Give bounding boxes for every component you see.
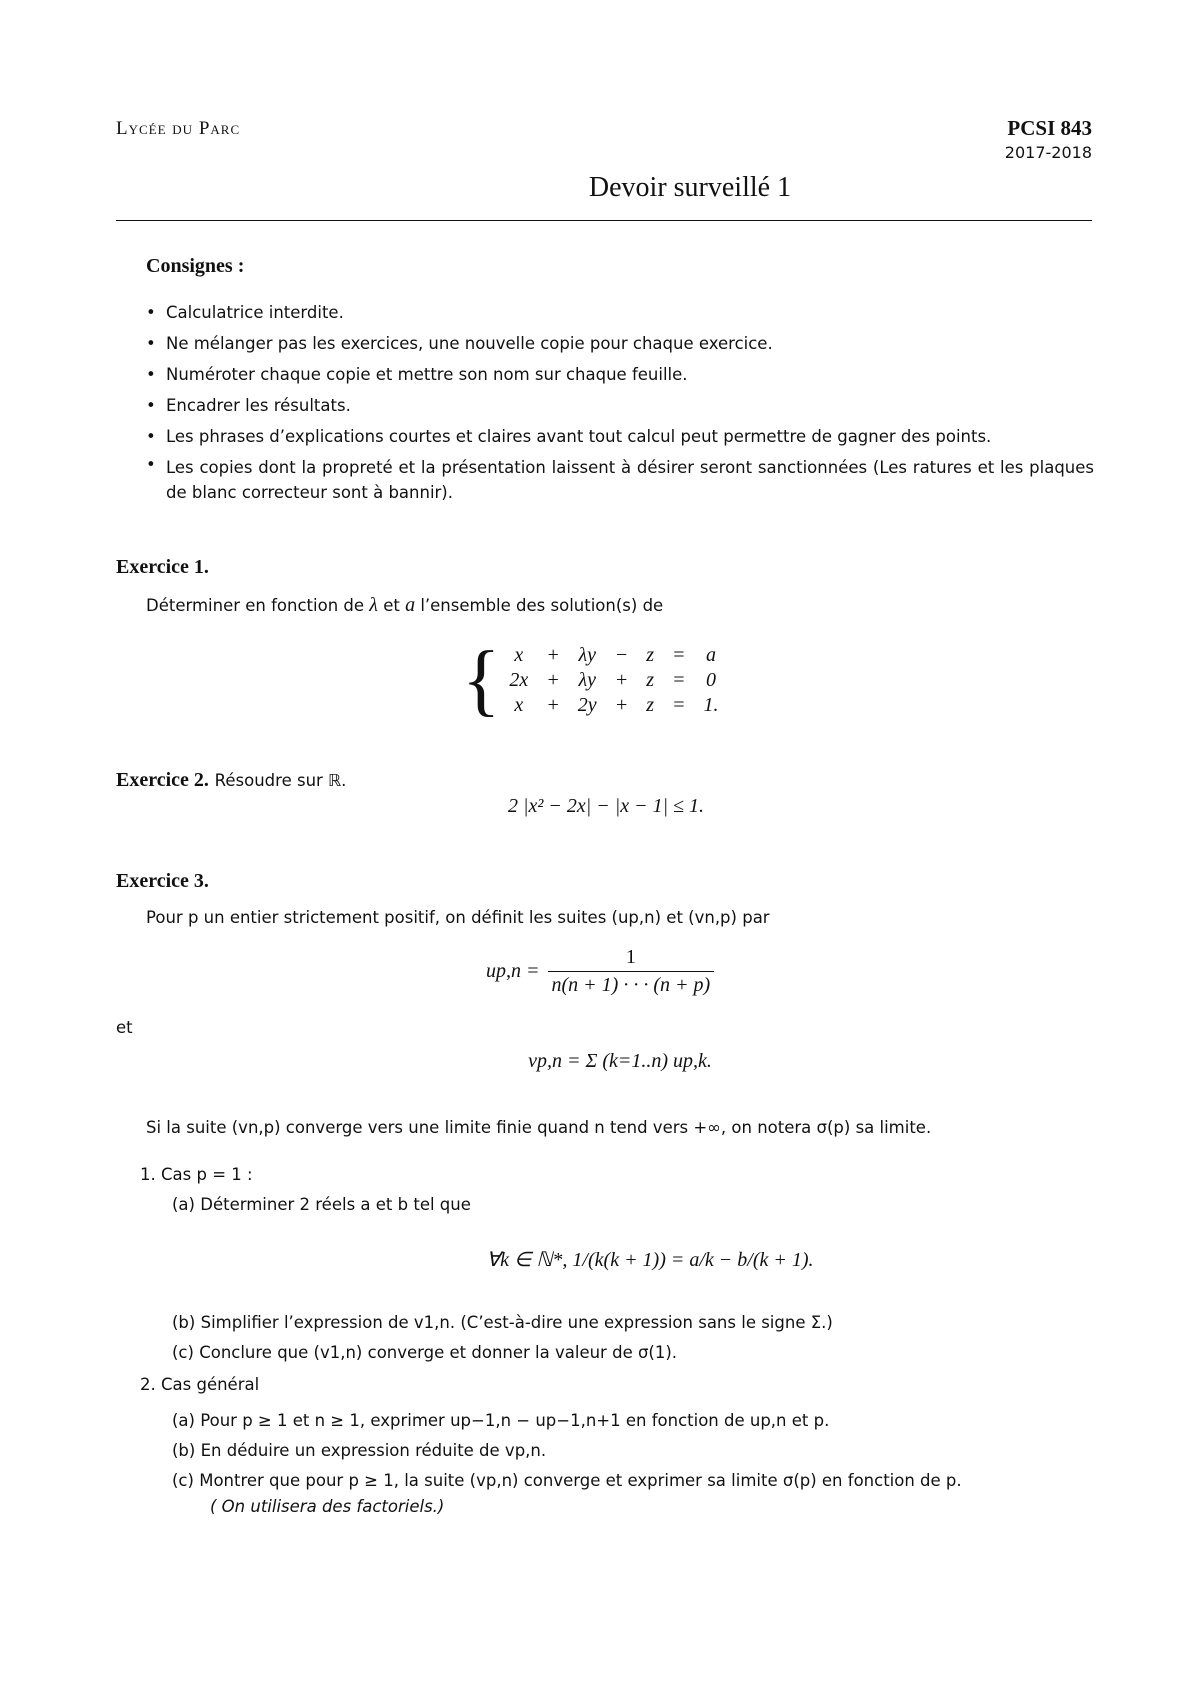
exercise-3-intro: Pour p un entier strictement positif, on définit les suites (up,n) et (vn,p) par	[146, 908, 770, 927]
part-2a: (a) Pour p ≥ 1 et n ≥ 1, exprimer up−1,n − up−1,n+1 en fonction de up,n et p.	[172, 1411, 830, 1430]
list-item: • Numéroter chaque copie et mettre son nom sur chaque feuille.	[146, 359, 1094, 390]
part-1a-formula: ∀k ∈ ℕ*, 1/(k(k + 1)) = a/k − b/(k + 1).	[486, 1249, 814, 1271]
part-2c: (c) Montrer que pour p ≥ 1, la suite (vp,n) converge et exprimer sa limite σ(p) en fonction de p.	[172, 1471, 962, 1490]
part-2-heading: 2. Cas général	[140, 1375, 260, 1394]
list-item: • Calculatrice interdite.	[146, 297, 1094, 328]
system-row: x + 2y + z = 1.	[514, 693, 719, 716]
page-title: Devoir surveillé 1	[588, 172, 792, 203]
part-1c: (c) Conclure que (v1,n) converge et donner la valeur de σ(1).	[172, 1343, 678, 1362]
school-name: Lycée du Parc	[116, 118, 241, 139]
exercise-2-formula: 2 |x² − 2x| − |x − 1| ≤ 1.	[507, 795, 705, 817]
part-2c-note: ( On utilisera des factoriels.)	[210, 1497, 445, 1516]
limit-note: Si la suite (vn,p) converge vers une limite finie quand n tend vers +∞, on notera σ(p) sa limite.	[146, 1118, 932, 1137]
exercise-1-title: Exercice 1.	[116, 556, 209, 578]
linear-system	[462, 636, 727, 724]
list-item: • Les copies dont la propreté et la présentation laissent à désirer seront sanctionnées (Les ratures et les plaques de blanc correcteur sont à bannir).	[146, 452, 1094, 505]
exercise-1-statement: Déterminer en fonction de λ et a l’ensemble des solution(s) de	[146, 594, 664, 616]
list-item: • Les phrases d’explications courtes et claires avant tout calcul peut permettre de gagner des points.	[146, 421, 1094, 452]
consignes-list	[146, 297, 1094, 505]
system-row: 2x + λy + z = 0	[509, 668, 716, 691]
u-definition: up,n = $\frac{1}{n(n + 1) \cdot \cdot \cdot (n + p)}$	[486, 946, 714, 997]
system-row: x + λy − z = a	[514, 643, 716, 666]
part-1-heading: 1. Cas p = 1 :	[140, 1165, 253, 1184]
v-definition: vp,n = Σ (k=1..n) up,k.	[528, 1050, 712, 1072]
et-word: et	[116, 1018, 133, 1037]
exercise-2-heading: Exercice 2. Résoudre sur ℝ.	[116, 769, 347, 791]
part-2b: (b) En déduire un expression réduite de vp,n.	[172, 1441, 547, 1460]
school-year: 2017-2018	[1004, 143, 1092, 162]
part-1b: (b) Simplifier l’expression de v1,n. (C’est-à-dire une expression sans le signe Σ.)	[172, 1313, 833, 1332]
list-item: • Encadrer les résultats.	[146, 390, 1094, 421]
part-1a: (a) Déterminer 2 réels a et b tel que	[172, 1195, 471, 1214]
title-rule	[116, 220, 1092, 221]
exercise-3-title: Exercice 3.	[116, 870, 209, 892]
class-name: PCSI 843	[1007, 116, 1092, 140]
consignes-title: Consignes :	[146, 255, 245, 277]
list-item: • Ne mélanger pas les exercices, une nouvelle copie pour chaque exercice.	[146, 328, 1094, 359]
brace-icon: {	[462, 636, 501, 724]
